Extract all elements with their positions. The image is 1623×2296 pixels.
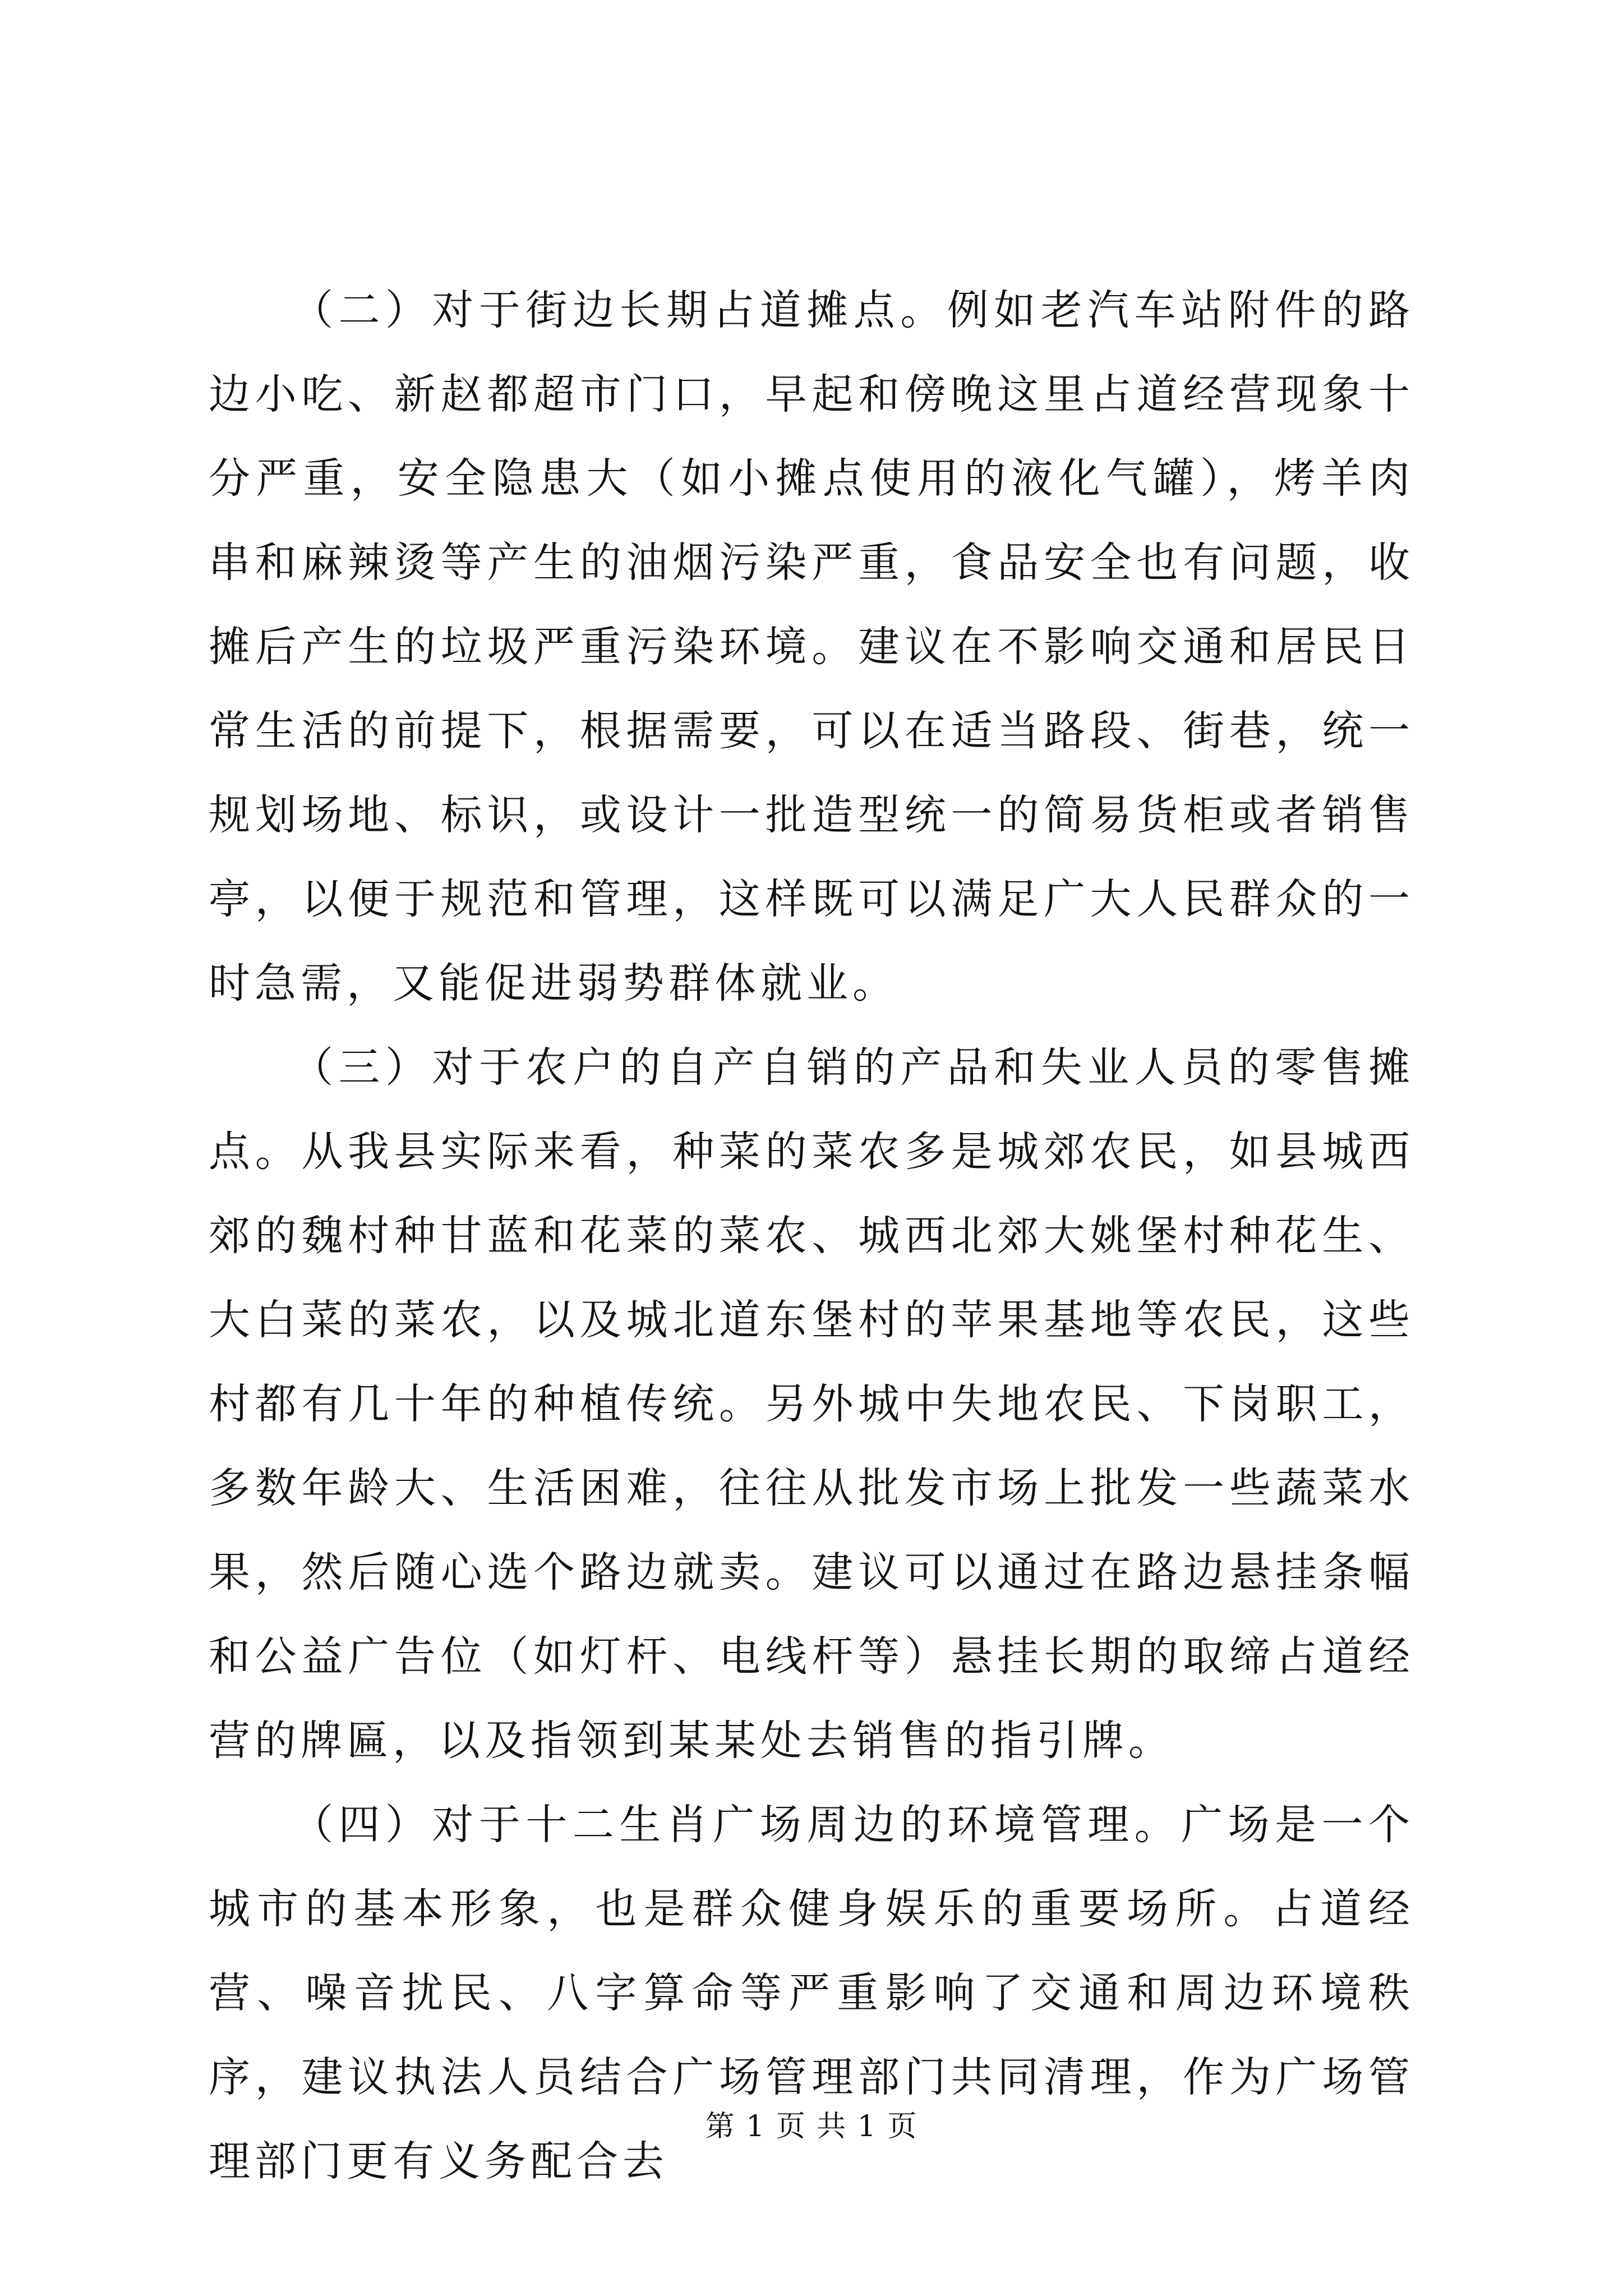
document-body bbox=[209, 268, 1414, 2203]
paragraph-section-4: （四）对于十二生肖广场周边的环境管理。广场是一个城市的基本形象，也是群众健身娱乐的重要场所。占道经营、噪音扰民、八字算命等严重影响了交通和周边环境秩序，建议执法人员结合广场管理部门共同清理，作为广场管理部门更有义务配合去 bbox=[209, 1801, 1414, 2185]
paragraph-section-2: （二）对于街边长期占道摊点。例如老汽车站附件的路边小吃、新赵都超市门口，早起和傍晚这里占道经营现象十分严重，安全隐患大（如小摊点使用的液化气罐），烤羊肉串和麻辣烫等产生的油烟污染严重，食品安全也有问题，收摊后产生的垃圾严重污染环境。建议在不影响交通和居民日常生活的前提下，根据需要，可以在适当路段、街巷，统一规划场地、标识，或设计一批造型统一的简易货柜或者销售亭，以便于规范和管理，这样既可以满足广大人民群众的一时急需，又能促进弱势群体就业。 bbox=[209, 286, 1414, 1007]
paragraph-section-3: （三）对于农户的自产自销的产品和失业人员的零售摊点。从我县实际来看，种菜的菜农多是城郊农民，如县城西郊的魏村种甘蓝和花菜的菜农、城西北郊大姚堡村种花生、大白菜的菜农，以及城北道东堡村的苹果基地等农民，这些村都有几十年的种植传统。另外城中失地农民、下岗职工，多数年龄大、生活困难，往往从批发市场上批发一些蔬菜水果，然后随心选个路边就卖。建议可以通过在路边悬挂条幅和公益广告位（如灯杆、电线杆等）悬挂长期的取缔占道经营的牌匾，以及指领到某某处去销售的指引牌。 bbox=[209, 1043, 1414, 1765]
page-footer: 第 1 页 共 1 页 bbox=[705, 2110, 918, 2143]
